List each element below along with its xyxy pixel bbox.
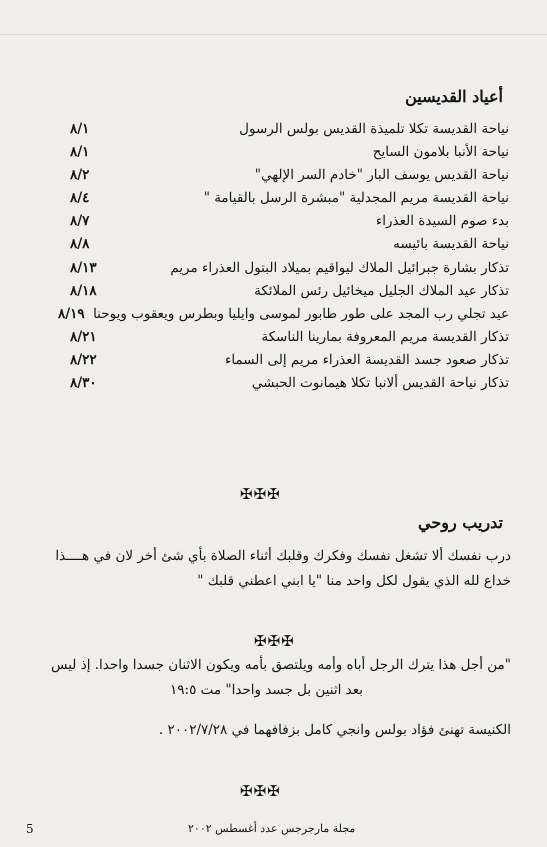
feast-date: ٨/١٣	[70, 259, 97, 276]
feast-row	[34, 372, 509, 395]
feast-date: ٨/٨	[70, 236, 90, 253]
feast-row	[34, 141, 509, 164]
feasts-list	[34, 118, 509, 395]
feast-date: ٨/٧	[70, 213, 90, 230]
feast-date: ٨/٢١	[70, 328, 97, 345]
feast-row	[34, 257, 509, 280]
feast-name: نياحة القديسة بائيسه	[393, 236, 509, 253]
feast-date: ٨/٣٠	[70, 375, 97, 392]
feast-name: تذكار القديسة مريم المعروفة بمارينا الناسكة	[261, 328, 509, 345]
cross-ornament: ✠✠✠	[240, 485, 281, 503]
feast-name: تذكار عيد الملاك الجليل ميخائيل رئس الملائكة	[254, 282, 509, 299]
feast-date: ٨/١	[70, 144, 90, 161]
page-number: 5	[26, 822, 34, 836]
training-paragraph	[22, 544, 511, 594]
verse-paragraph	[22, 653, 511, 703]
feast-name: تذكار نياحة القديس ألانبا تكلا هيمانوت الحبشي	[251, 375, 509, 392]
cross-ornament: ✠✠✠	[254, 632, 295, 650]
feast-row	[34, 326, 509, 349]
feast-row	[34, 118, 509, 141]
feast-name: تذكار صعود جسد القديسة العذراء مريم إلى السماء	[225, 351, 509, 368]
feast-row	[34, 303, 509, 326]
feast-row	[34, 349, 509, 372]
feast-name: نياحة الأنبا بلامون السايح	[372, 144, 509, 161]
congratulation-line: الكنيسة تهنئ فؤاد بولس وانجي كامل بزفافهما في ٢٠٠٢/٧/٢٨ .	[158, 722, 511, 738]
show-through-line	[0, 34, 547, 38]
feast-date: ٨/٤	[70, 190, 90, 207]
footer-title: مجلة مارجرجس عدد أغسطس ٢٠٠٢	[188, 822, 356, 835]
cross-ornament: ✠✠✠	[240, 782, 281, 800]
paragraph-line: خداع لله الذي يقول لكل واحد منا "يا ابني اعطني قلبك "	[197, 573, 511, 589]
paragraph-line: درب نفسك ألا تشغل نفسك وفكرك وقلبك أثناء الصلاة بأي شئ أخر لان في هــــذا	[55, 548, 511, 564]
feast-name: نياحة القديسة تكلا تلميذة القديس بولس الرسول	[239, 121, 509, 137]
feast-row	[34, 210, 509, 233]
feast-name: تذكار بشارة جبرائيل الملاك ليواقيم بميلاد البتول العذراء مريم	[170, 259, 509, 276]
feast-date: ٨/٢٢	[70, 351, 97, 368]
feast-row	[34, 233, 509, 256]
feast-date: ٨/١٨	[70, 282, 97, 299]
feast-name: نياحة القديس يوسف البار "خادم السر الإلهي"	[254, 167, 509, 184]
feast-row	[34, 187, 509, 210]
feast-name: عيد تجلي رب المجد على طور طابور لموسى وايليا وبطرس ويعقوب ويوحنا	[93, 305, 509, 322]
feast-row	[34, 280, 509, 303]
feast-date: ٨/١	[70, 121, 90, 137]
paragraph-line: "من أجل هذا يترك الرجل أباه وأمه ويلتصق بأمه ويكون الاثنان جسدا واحدا. إذ ليس	[51, 657, 511, 673]
feast-name: بدء صوم السيدة العذراء	[375, 213, 509, 230]
training-heading: تدريب روحي	[418, 513, 503, 532]
feast-date: ٨/٢	[70, 167, 90, 184]
feast-row	[34, 164, 509, 187]
feast-name: نياحة القديسة مريم المجدلية "مبشرة الرسل بالقيامة "	[203, 190, 509, 207]
feast-date: ٨/١٩	[58, 305, 85, 322]
feasts-heading: أعياد القديسين	[405, 87, 503, 106]
paragraph-line: بعد اثنين بل جسد واحدا" مت ١٩:٥	[170, 682, 363, 698]
